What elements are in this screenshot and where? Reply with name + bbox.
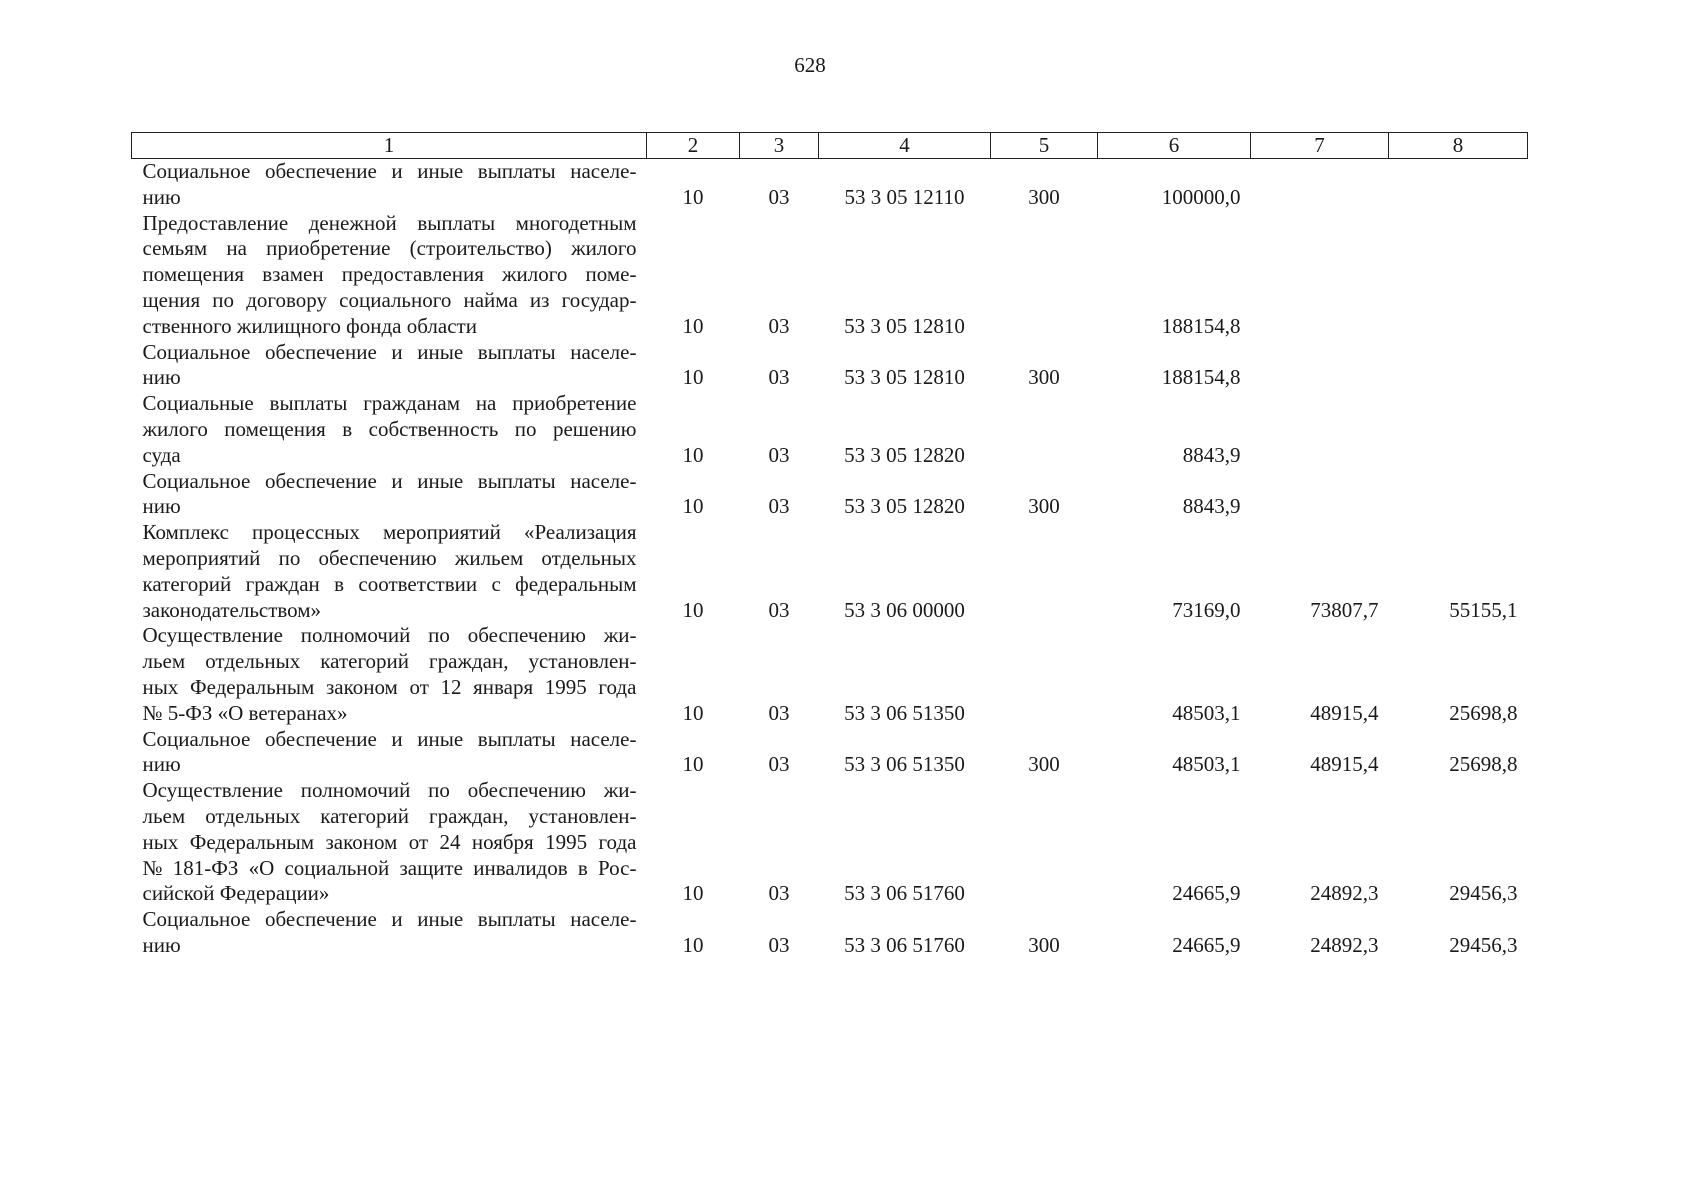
table-row — [132, 727, 1528, 779]
description-line — [143, 469, 637, 495]
description-word: иные — [417, 159, 464, 183]
description-line — [143, 417, 637, 443]
amount-col-6: 48503,1 — [1172, 700, 1241, 725]
section-code: 10 — [682, 752, 704, 777]
table-row — [132, 623, 1528, 726]
description-word: денежной — [308, 210, 397, 235]
description-word: собственность — [368, 416, 499, 441]
amount-col-6: 8843,9 — [1182, 494, 1241, 519]
description-word: обеспечение — [264, 159, 377, 183]
description-word: иные — [417, 339, 464, 364]
description-word: из — [529, 287, 550, 312]
description-word: выплаты — [477, 468, 556, 493]
description-word: жилого — [502, 262, 568, 287]
column-header: 4 — [819, 133, 991, 159]
description-word: предоставления — [341, 262, 484, 287]
description-word: Социальное — [142, 907, 251, 932]
table-row — [132, 340, 1528, 392]
subsection-code: 03 — [768, 313, 790, 338]
description-word: найма — [463, 287, 518, 312]
description-word: выплаты — [477, 907, 556, 932]
description-line: нию — [142, 494, 181, 519]
description-word: января — [473, 674, 534, 699]
description-line — [143, 727, 637, 753]
description-line — [143, 856, 637, 882]
row-description — [132, 211, 647, 340]
description-word: от — [409, 674, 429, 699]
description-word: по — [212, 287, 235, 312]
subsection-code: 03 — [768, 700, 790, 725]
amount-col-7 — [1251, 159, 1389, 211]
description-word: обеспечение — [264, 468, 377, 493]
description-word: «Реализация — [524, 520, 637, 545]
description-word: полномочий — [300, 778, 411, 803]
section-code: 10 — [682, 494, 704, 519]
description-word: обеспечение — [264, 726, 377, 751]
description-line: ственного жилищного фонда области — [142, 313, 477, 338]
description-line: нию — [142, 184, 181, 209]
description-word: ноября — [471, 829, 534, 854]
table-row — [132, 211, 1528, 340]
description-word: жи- — [603, 623, 637, 648]
description-line — [143, 830, 637, 856]
description-word: Федеральным — [189, 674, 315, 699]
description-word: установлен- — [528, 649, 637, 674]
description-word: приобретение — [266, 236, 391, 261]
description-word: «О — [248, 855, 275, 880]
amount-col-6: 73169,0 — [1172, 597, 1241, 622]
column-header: 7 — [1251, 133, 1389, 159]
description-word: отдельных — [541, 545, 637, 570]
description-word: обеспечению — [467, 623, 586, 648]
budget-table — [131, 132, 1528, 959]
description-word: и — [391, 159, 403, 183]
description-word: граждан, — [429, 649, 509, 674]
amount-col-8: 29456,3 — [1449, 881, 1518, 906]
description-word: года — [598, 829, 637, 854]
description-word: и — [391, 907, 403, 932]
description-word: защите — [399, 855, 464, 880]
description-word: поме- — [585, 262, 637, 287]
description-line: суда — [142, 442, 181, 467]
subsection-code: 03 — [768, 494, 790, 519]
description-word: иные — [417, 726, 464, 751]
description-word: № — [142, 855, 163, 880]
description-word: категорий — [320, 649, 410, 674]
description-line — [143, 211, 637, 237]
description-word: Осуществление — [142, 623, 283, 648]
description-line — [143, 159, 637, 185]
description-word: федеральным — [515, 571, 637, 596]
subsection-code: 03 — [768, 932, 790, 957]
description-word: отдельных — [205, 803, 301, 828]
description-word: и — [391, 339, 403, 364]
expense-type-code: 300 — [1028, 494, 1060, 519]
expense-type-code: 300 — [1028, 365, 1060, 390]
amount-col-7 — [1251, 469, 1389, 521]
description-word: социальной — [284, 855, 390, 880]
section-code: 10 — [682, 932, 704, 957]
row-description — [132, 907, 647, 959]
description-line: нию — [142, 752, 181, 777]
description-word: по — [278, 545, 301, 570]
section-code: 10 — [682, 313, 704, 338]
row-description — [132, 520, 647, 623]
section-code: 10 — [682, 365, 704, 390]
description-word: и — [391, 726, 403, 751]
row-description — [132, 340, 647, 392]
target-article-code: 53 3 06 00000 — [844, 597, 965, 622]
description-word: помещения — [224, 416, 326, 441]
column-header: 5 — [991, 133, 1098, 159]
description-word: обеспечение — [264, 907, 377, 932]
description-word: граждан, — [429, 803, 509, 828]
description-word: жилого — [571, 236, 637, 261]
description-word: в — [334, 571, 345, 596]
amount-col-7: 73807,7 — [1310, 597, 1379, 622]
description-word: выплаты — [269, 391, 348, 416]
description-line: № 5-ФЗ «О ветеранах» — [142, 700, 348, 725]
section-code: 10 — [682, 442, 704, 467]
row-description — [132, 623, 647, 726]
column-header: 2 — [647, 133, 740, 159]
description-word: выплаты — [477, 159, 556, 183]
target-article-code: 53 3 06 51760 — [844, 881, 965, 906]
description-word: мероприятий — [382, 520, 501, 545]
description-word: с — [491, 571, 501, 596]
description-word: Рос- — [598, 855, 637, 880]
description-word: в — [342, 416, 353, 441]
description-line — [143, 340, 637, 366]
row-description — [132, 391, 647, 468]
expense-type-code — [991, 623, 1098, 726]
target-article-code: 53 3 06 51760 — [844, 932, 965, 957]
description-word: иные — [417, 907, 464, 932]
description-word: иные — [417, 468, 464, 493]
amount-col-8 — [1389, 340, 1528, 392]
description-word: населе- — [570, 726, 637, 751]
description-line — [143, 236, 637, 262]
description-word: законом — [325, 674, 398, 699]
amount-col-7: 24892,3 — [1310, 932, 1379, 957]
amount-col-8 — [1389, 391, 1528, 468]
description-word: ных — [142, 829, 179, 854]
subsection-code: 03 — [768, 881, 790, 906]
expense-type-code — [991, 778, 1098, 907]
description-line — [143, 520, 637, 546]
section-code: 10 — [682, 881, 704, 906]
description-word: категорий — [320, 803, 410, 828]
target-article-code: 53 3 05 12810 — [844, 365, 965, 390]
description-word: обеспечению — [467, 778, 586, 803]
amount-col-7: 24892,3 — [1310, 881, 1379, 906]
description-word: договору — [246, 287, 327, 312]
amount-col-6: 24665,9 — [1172, 881, 1241, 906]
description-word: соответствии — [358, 571, 478, 596]
description-line — [143, 391, 637, 417]
description-word: на — [226, 236, 247, 261]
description-line: законодательством» — [142, 597, 322, 622]
amount-col-6: 48503,1 — [1172, 752, 1241, 777]
column-header: 1 — [132, 133, 647, 159]
description-word: жи- — [603, 778, 637, 803]
target-article-code: 53 3 06 51350 — [844, 700, 965, 725]
description-word: мероприятий — [142, 545, 261, 570]
description-word: категорий — [142, 571, 232, 596]
amount-col-8: 55155,1 — [1449, 597, 1518, 622]
description-word: взамен — [262, 262, 324, 287]
description-word: обеспечение — [264, 339, 377, 364]
description-line — [143, 623, 637, 649]
description-line — [143, 288, 637, 314]
description-word: 24 — [439, 829, 461, 854]
target-article-code: 53 3 05 12820 — [844, 494, 965, 519]
subsection-code: 03 — [768, 442, 790, 467]
description-word: года — [598, 674, 637, 699]
description-word: по — [428, 778, 450, 803]
section-code: 10 — [682, 184, 704, 209]
description-word: в — [577, 855, 588, 880]
amount-col-8: 29456,3 — [1449, 932, 1518, 957]
target-article-code: 53 3 05 12810 — [844, 313, 965, 338]
table-row — [132, 778, 1528, 907]
description-word: инвалидов — [473, 855, 568, 880]
description-word: процессных — [252, 520, 360, 545]
subsection-code: 03 — [768, 752, 790, 777]
description-line — [143, 675, 637, 701]
description-word: семьям — [142, 236, 208, 261]
table-row — [132, 907, 1528, 959]
description-word: Предоставление — [142, 210, 289, 235]
column-header: 6 — [1098, 133, 1251, 159]
amount-col-8 — [1389, 159, 1528, 211]
description-word: Социальное — [142, 159, 251, 183]
amount-col-7 — [1251, 340, 1389, 392]
section-code: 10 — [682, 700, 704, 725]
description-line — [143, 649, 637, 675]
description-line — [143, 907, 637, 933]
subsection-code: 03 — [768, 597, 790, 622]
description-line — [143, 546, 637, 572]
description-word: 1995 — [545, 829, 588, 854]
description-word: обеспечению — [318, 545, 437, 570]
description-word: Социальные — [142, 391, 254, 416]
description-word: отдельных — [205, 649, 301, 674]
row-description — [132, 778, 647, 907]
description-line — [143, 778, 637, 804]
description-word: 12 — [440, 674, 462, 699]
header-row — [132, 133, 1528, 159]
amount-col-8 — [1389, 211, 1528, 340]
description-word: ных — [142, 674, 179, 699]
table-row — [132, 469, 1528, 521]
description-line — [143, 262, 637, 288]
page-number: 628 — [794, 53, 826, 77]
description-word: 1995 — [544, 674, 587, 699]
description-line — [143, 572, 637, 598]
description-word: от — [408, 829, 429, 854]
description-word: гражданам — [363, 391, 460, 416]
description-word: установлен- — [528, 803, 637, 828]
description-word: льем — [142, 649, 186, 674]
section-code: 10 — [682, 597, 704, 622]
description-word: Социальное — [142, 339, 251, 364]
row-description — [132, 727, 647, 779]
table-row — [132, 159, 1528, 211]
expense-type-code: 300 — [1028, 752, 1060, 777]
description-word: населе- — [570, 468, 637, 493]
description-word: по — [514, 416, 537, 441]
description-word: решению — [552, 416, 637, 441]
description-line: сийской Федерации» — [142, 881, 330, 906]
description-word: социального — [339, 287, 452, 312]
table-body — [132, 159, 1528, 959]
description-word: и — [391, 468, 403, 493]
description-word: выплаты — [477, 726, 556, 751]
description-word: Комплекс — [142, 520, 229, 545]
amount-col-6: 100000,0 — [1161, 184, 1241, 209]
amount-col-8: 25698,8 — [1449, 700, 1518, 725]
expense-type-code: 300 — [1028, 184, 1060, 209]
description-word: населе- — [570, 907, 637, 932]
description-word: полномочий — [300, 623, 411, 648]
column-header: 3 — [740, 133, 819, 159]
description-line — [143, 804, 637, 830]
expense-type-code — [991, 211, 1098, 340]
description-word: граждан — [245, 571, 320, 596]
description-word: по — [428, 623, 450, 648]
amount-col-7 — [1251, 391, 1389, 468]
description-word: жильем — [454, 545, 524, 570]
description-word: многодетным — [515, 210, 637, 235]
description-word: помещения — [142, 262, 245, 287]
column-header: 8 — [1389, 133, 1528, 159]
description-word: 181-ФЗ — [172, 855, 239, 880]
description-word: льем — [142, 803, 186, 828]
subsection-code: 03 — [768, 184, 790, 209]
description-word: Социальное — [142, 468, 251, 493]
description-word: выплаты — [477, 339, 556, 364]
amount-col-7: 48915,4 — [1310, 752, 1379, 777]
amount-col-6: 24665,9 — [1172, 932, 1241, 957]
table-row — [132, 520, 1528, 623]
subsection-code: 03 — [768, 365, 790, 390]
description-word: населе- — [570, 159, 637, 183]
expense-type-code — [991, 391, 1098, 468]
amount-col-7 — [1251, 211, 1389, 340]
description-word: населе- — [570, 339, 637, 364]
description-word: Осуществление — [142, 778, 283, 803]
row-description — [132, 159, 647, 211]
description-word: Социальное — [142, 726, 251, 751]
description-line: нию — [142, 932, 181, 957]
description-word: Федеральным — [189, 829, 315, 854]
amount-col-6: 188154,8 — [1161, 365, 1241, 390]
table-row — [132, 391, 1528, 468]
description-word: приобретение — [512, 391, 637, 416]
description-line: нию — [142, 365, 181, 390]
amount-col-6: 188154,8 — [1161, 313, 1241, 338]
amount-col-8: 25698,8 — [1449, 752, 1518, 777]
amount-col-8 — [1389, 469, 1528, 521]
row-description — [132, 469, 647, 521]
description-word: на — [475, 391, 497, 416]
expense-type-code: 300 — [1028, 932, 1060, 957]
target-article-code: 53 3 05 12820 — [844, 442, 965, 467]
description-word: (строительство) — [409, 236, 552, 261]
amount-col-6: 8843,9 — [1182, 442, 1241, 467]
target-article-code: 53 3 06 51350 — [844, 752, 965, 777]
target-article-code: 53 3 05 12110 — [844, 184, 965, 209]
description-word: законом — [325, 829, 398, 854]
description-word: выплаты — [417, 210, 496, 235]
description-word: жилого — [142, 416, 208, 441]
expense-type-code — [991, 520, 1098, 623]
description-word: щения — [142, 287, 201, 312]
amount-col-7: 48915,4 — [1310, 700, 1379, 725]
description-word: государ- — [561, 287, 637, 312]
